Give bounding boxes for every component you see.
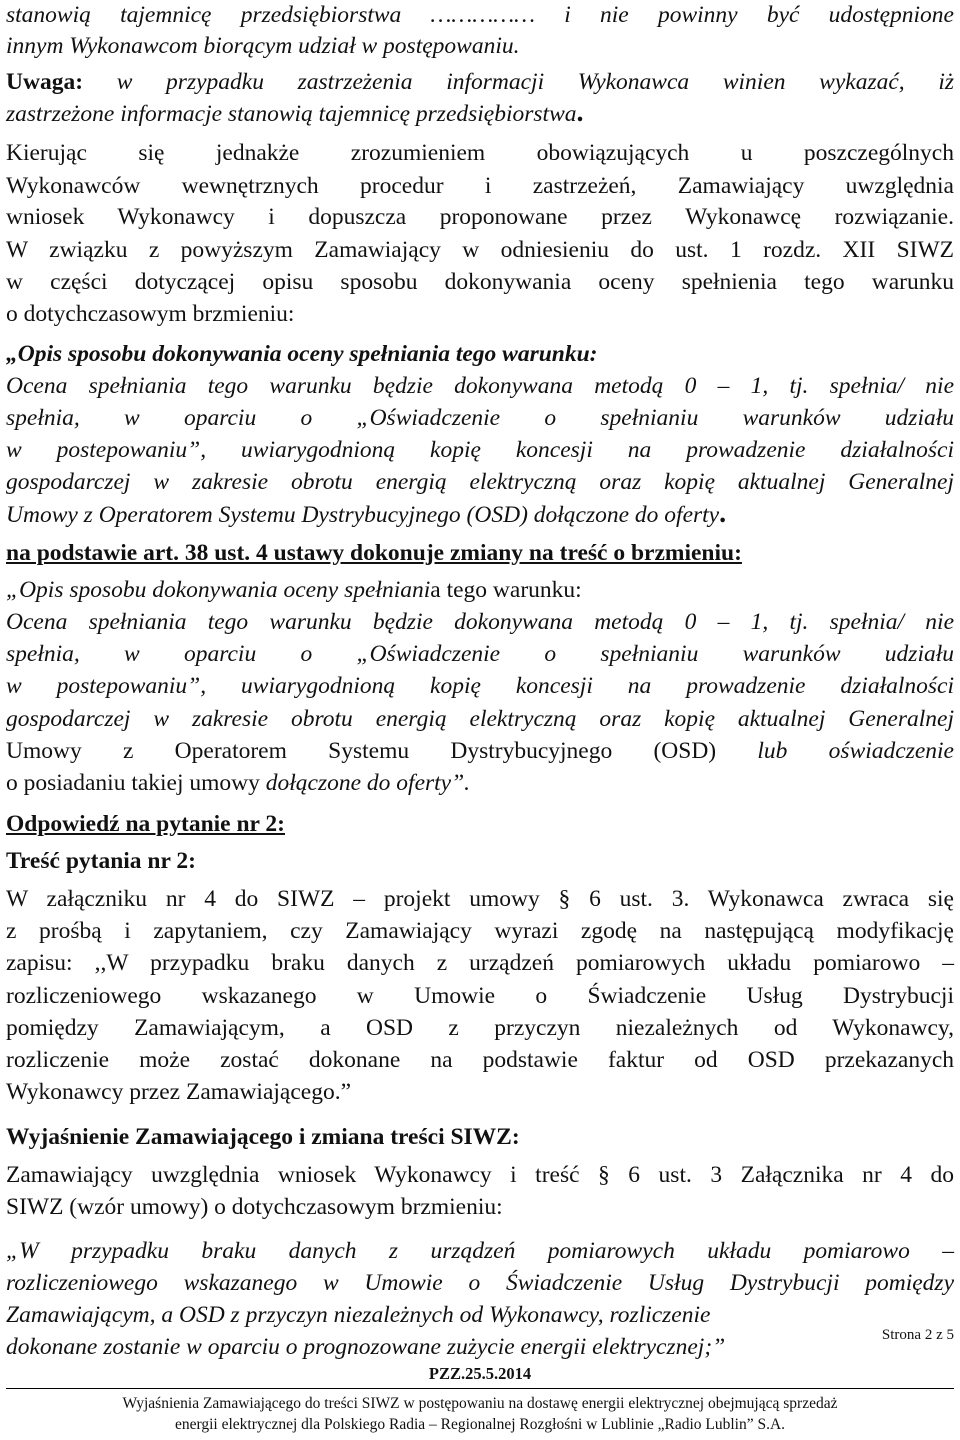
text-line: Kierując się jednakże zrozumieniem obowiązujących u poszczególnych [6, 140, 954, 166]
text-line: zastrzeżone informacje stanowią tajemnicę przedsiębiorstwa. [6, 97, 584, 128]
text-line: w części dotyczącej opisu sposobu dokonywania oceny spełnienia tego warunku [6, 269, 954, 295]
text-line: rozliczenie może zostać dokonane na podstawie faktur od OSD przekazanych [6, 1047, 954, 1073]
text-line: Wykonawców wewnętrznych procedur i zastrzeżeń, Zamawiający uwzględnia [6, 173, 954, 199]
explanation-heading: Wyjaśnienie Zamawiającego i zmiana treści SIWZ: [6, 1124, 520, 1150]
text-line: W związku z powyższym Zamawiający w odniesieniu do ust. 1 rozdz. XII SIWZ [6, 237, 954, 263]
section-heading: „Opis sposobu dokonywania oceny spełniania tego warunku: [6, 577, 582, 603]
text-line: pomiędzy Zamawiającym, a OSD z przyczyn niezależnych od Wykonawcy, [6, 1015, 954, 1041]
section-heading: „Opis sposobu dokonywania oceny spełniania tego warunku: [6, 341, 598, 367]
text-line: spełnia, w oparciu o „Oświadczenie o spełnianiu warunków udziału [6, 641, 954, 667]
text-line: „W przypadku braku danych z urządzeń pomiarowych układu pomiarowo – [6, 1238, 954, 1264]
footer-line: Wyjaśnienia Zamawiającego do treści SIWZ w postępowaniu na dostawę energii elektrycznej obejmującą sprzedaż [122, 1395, 838, 1412]
text-line: Zamawiający uwzględnia wniosek Wykonawcy i treść § 6 ust. 3 Załącznika nr 4 do [6, 1162, 954, 1188]
text-line: Umowy z Operatorem Systemu Dystrybucyjnego (OSD) dołączone do oferty. [6, 498, 727, 529]
text-line: gospodarczej w zakresie obrotu energią elektryczną oraz kopię aktualnej Generalnej [6, 469, 954, 495]
text-line: zapisu: ,,W przypadku braku danych z urządzeń pomiarowych układu pomiarowo – [6, 950, 954, 976]
text-line: w postepowaniu”, uwiarygodnioną kopię koncesji na prowadzenie działalności [6, 437, 954, 463]
question-heading: Treść pytania nr 2: [6, 848, 196, 874]
text-line: o posiadaniu takiej umowy dołączone do oferty”. [6, 770, 471, 796]
text-line: o dotychczasowym brzmieniu: [6, 301, 295, 327]
text-line: Wykonawcy przez Zamawiającego.” [6, 1079, 352, 1105]
text-line: spełnia, w oparciu o „Oświadczenie o spełnianiu warunków udziału [6, 405, 954, 431]
text-line: w postepowaniu”, uwiarygodnioną kopię koncesji na prowadzenie działalności [6, 673, 954, 699]
text-line: rozliczeniowego wskazanego w Umowie o Świadczenie Usług Dystrybucji pomiędzy [6, 1270, 954, 1296]
text-line: rozliczeniowego wskazanego w Umowie o Świadczenie Usług Dystrybucji [6, 983, 954, 1009]
text-line: gospodarczej w zakresie obrotu energią elektryczną oraz kopię aktualnej Generalnej [6, 706, 954, 732]
text-line: Zamawiającym, a OSD z przyczyn niezależnych od Wykonawcy, rozliczenie [6, 1302, 711, 1328]
text-line: z prośbą i zapytaniem, czy Zamawiający wyrazi zgodę na następującą modyfikację [6, 918, 954, 944]
text-line: stanowią tajemnicę przedsiębiorstwa …………… i nie powinny być udostępnione [6, 2, 954, 28]
note-line: Uwaga: w przypadku zastrzeżenia informacji Wykonawca winien wykazać, iż [6, 69, 954, 95]
footer-line: energii elektrycznej dla Polskiego Radia – Regionalnej Rozgłośni w Lublinie „Radio Lublin” S.A. [174, 1416, 786, 1433]
page-number: Strona 2 z 5 [881, 1327, 954, 1343]
text-line: Ocena spełniania tego warunku będzie dokonywana metodą 0 – 1, tj. spełnia/ nie [6, 373, 954, 399]
text-line: Ocena spełniania tego warunku będzie dokonywana metodą 0 – 1, tj. spełnia/ nie [6, 609, 954, 635]
text-line: wniosek Wykonawcy i dopuszcza proponowane przez Wykonawcę rozwiązanie. [6, 204, 954, 230]
text-line: W załączniku nr 4 do SIWZ – projekt umowy § 6 ust. 3. Wykonawca zwraca się [6, 886, 954, 912]
amendment-heading: na podstawie art. 38 ust. 4 ustawy dokonuje zmiany na treść o brzmieniu: [6, 540, 742, 566]
footer-case-number: PZZ.25.5.2014 [428, 1364, 532, 1383]
note-label: Uwaga: [6, 69, 84, 95]
text-line: dokonane zostanie w oparciu o prognozowane zużycie energii elektrycznej;” [6, 1334, 726, 1360]
answer-heading: Odpowiedź na pytanie nr 2: [6, 811, 285, 837]
text-line: SIWZ (wzór umowy) o dotychczasowym brzmieniu: [6, 1194, 503, 1220]
text-line: innym Wykonawcom biorącym udział w postępowaniu. [6, 33, 520, 59]
footer-divider [6, 1388, 954, 1389]
text-line: Umowy z Operatorem Systemu Dystrybucyjnego (OSD) lub oświadczenie [6, 738, 954, 764]
